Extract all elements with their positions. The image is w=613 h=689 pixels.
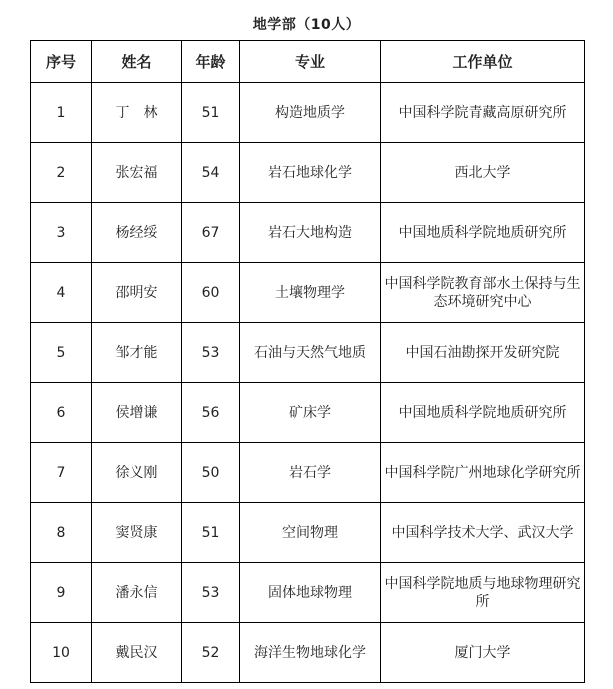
cell-major: 构造地质学 xyxy=(240,83,381,143)
cell-age: 67 xyxy=(182,203,240,263)
cell-index: 8 xyxy=(31,503,92,563)
cell-name: 戴民汉 xyxy=(92,623,182,683)
cell-major: 岩石学 xyxy=(240,443,381,503)
cell-unit: 中国科学院青藏高原研究所 xyxy=(381,83,585,143)
cell-unit: 中国石油勘探开发研究院 xyxy=(381,323,585,383)
header-row xyxy=(31,41,585,83)
cell-index: 9 xyxy=(31,563,92,623)
cell-age: 53 xyxy=(182,323,240,383)
cell-major: 海洋生物地球化学 xyxy=(240,623,381,683)
table-title: 地学部（10人） xyxy=(252,17,361,33)
header-name: 姓名 xyxy=(92,41,182,83)
table-row xyxy=(31,203,585,263)
cell-index: 2 xyxy=(31,143,92,203)
header-index: 序号 xyxy=(31,41,92,83)
cell-age: 53 xyxy=(182,563,240,623)
table-row xyxy=(31,83,585,143)
cell-name: 窦贤康 xyxy=(92,503,182,563)
cell-unit: 厦门大学 xyxy=(381,623,585,683)
cell-age: 56 xyxy=(182,383,240,443)
cell-major: 岩石地球化学 xyxy=(240,143,381,203)
cell-age: 54 xyxy=(182,143,240,203)
cell-name: 邵明安 xyxy=(92,263,182,323)
cell-index: 7 xyxy=(31,443,92,503)
members-table xyxy=(30,40,585,683)
cell-name: 侯增谦 xyxy=(92,383,182,443)
cell-name: 邹才能 xyxy=(92,323,182,383)
header-age: 年龄 xyxy=(182,41,240,83)
cell-major: 土壤物理学 xyxy=(240,263,381,323)
cell-index: 1 xyxy=(31,83,92,143)
table-row xyxy=(31,503,585,563)
cell-unit: 中国科学技术大学、武汉大学 xyxy=(381,503,585,563)
cell-major: 固体地球物理 xyxy=(240,563,381,623)
cell-age: 51 xyxy=(182,83,240,143)
cell-index: 3 xyxy=(31,203,92,263)
cell-unit: 中国科学院广州地球化学研究所 xyxy=(381,443,585,503)
header-unit: 工作单位 xyxy=(381,41,585,83)
cell-index: 4 xyxy=(31,263,92,323)
cell-unit: 西北大学 xyxy=(381,143,585,203)
cell-major: 石油与天然气地质 xyxy=(240,323,381,383)
cell-age: 50 xyxy=(182,443,240,503)
table-row xyxy=(31,383,585,443)
cell-name: 徐义刚 xyxy=(92,443,182,503)
cell-index: 5 xyxy=(31,323,92,383)
cell-age: 51 xyxy=(182,503,240,563)
cell-unit: 中国科学院教育部水土保持与生态环境研究中心 xyxy=(381,263,585,323)
table-row xyxy=(31,443,585,503)
table-row xyxy=(31,563,585,623)
cell-unit: 中国地质科学院地质研究所 xyxy=(381,383,585,443)
cell-unit: 中国科学院地质与地球物理研究所 xyxy=(381,563,585,623)
cell-major: 空间物理 xyxy=(240,503,381,563)
table-row xyxy=(31,143,585,203)
cell-unit: 中国地质科学院地质研究所 xyxy=(381,203,585,263)
cell-name: 潘永信 xyxy=(92,563,182,623)
cell-index: 6 xyxy=(31,383,92,443)
table-row xyxy=(31,263,585,323)
table-row xyxy=(31,623,585,683)
table-row xyxy=(31,323,585,383)
cell-name: 杨经绥 xyxy=(92,203,182,263)
cell-name: 张宏福 xyxy=(92,143,182,203)
cell-age: 60 xyxy=(182,263,240,323)
header-major: 专业 xyxy=(240,41,381,83)
cell-major: 矿床学 xyxy=(240,383,381,443)
cell-age: 52 xyxy=(182,623,240,683)
cell-index: 10 xyxy=(31,623,92,683)
cell-name: 丁 林 xyxy=(92,83,182,143)
cell-major: 岩石大地构造 xyxy=(240,203,381,263)
